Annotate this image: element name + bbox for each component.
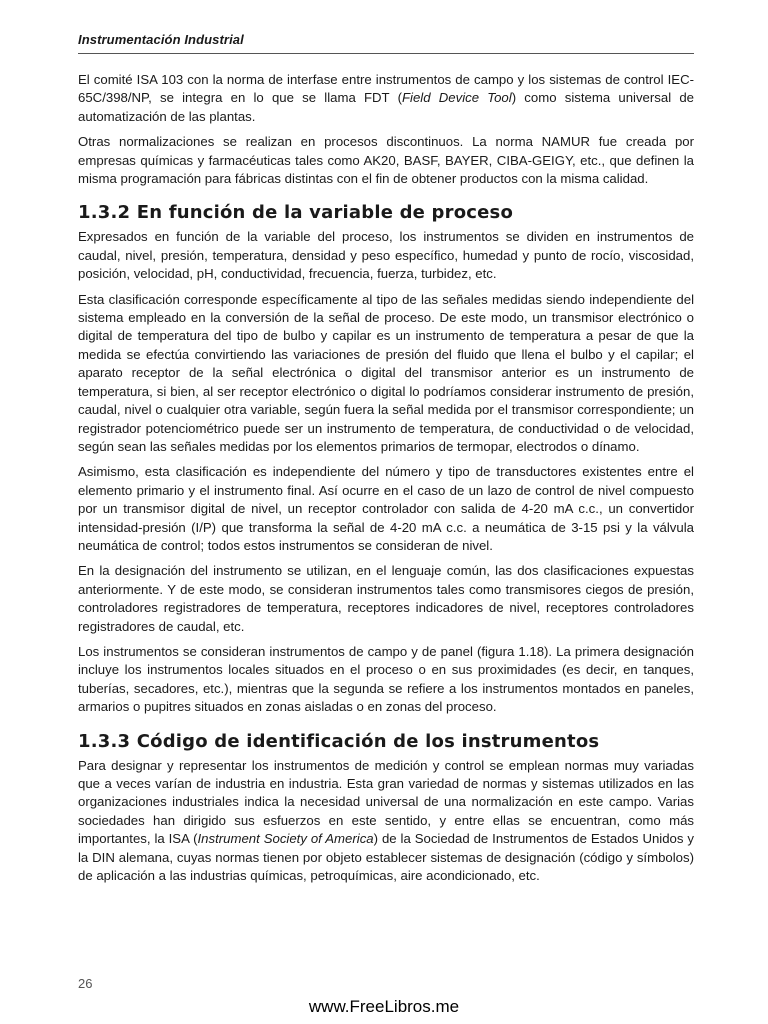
section-1-3-3-body [78,757,694,886]
paragraph: Esta clasificación corresponde específicamente al tipo de las señales medidas siendo independiente del sistema empleado en la conversión de la señal de proceso. De este modo, un transmisor electrónico o digital de temperatura del tipo de bulbo y capilar es un instrumento de temperatura a pesar de que la medida se efectúa convirtiendo las variaciones de presión del fluido que llena el bulbo y el capilar; el aparato receptor de la señal electrónica o digital del transmisor anterior es un instrumento de temperatura, si bien, al ser receptor electrónico o digital lo podríamos considerar instrumento de presión, caudal, nivel o cualquier otra variable, según fuera la señal medida por el transmisor correspondiente; un registrador potenciométrico puede ser un instrumento de temperatura, de conductividad o de velocidad, según sean las señales medidas por los elementos primarios de termopar, electrodos o dínamo. [78,291,694,454]
paragraph: El comité ISA 103 con la norma de interfase entre instrumentos de campo y los sistemas de control IEC-65C/398/NP, se integra en lo que se llama FDT (Field Device Tool) como sistema universal de automatización de las plantas. [78,72,694,124]
italic-term: Field Device Tool [401,90,512,106]
paragraph: En la designación del instrumento se utilizan, en el lenguaje común, las dos clasificaciones expuestas anteriormente. Y de este modo, se consideran instrumentos tales como transmisores ciegos de presión, controladores registradores de temperatura, receptores indicadores de nivel, receptores controladores registradores de caudal, etc. [78,563,694,634]
italic-term: Instrument Society of America [197,831,374,847]
paragraph: Para designar y representar los instrumentos de medición y control se emplean normas muy variadas que a veces varían de industria en industria. Esta gran variedad de normas y sistemas utilizados en las organizaciones industriales indica la necesidad universal de una normalización en este campo. Varias sociedades han dirigido sus esfuerzos en este sentido, y entre ellas se encuentran, como más importantes, la ISA (Instrument Society of America) de la Sociedad de Instrumentos de Estados Unidos y la DIN alemana, cuyas normas tienen por objeto establecer sistemas de designación (código y símbolos) de aplicación a las industrias químicas, petroquímicas, aire acondicionado, etc. [78,757,694,884]
section-heading-1-3-2: 1.3.2 En función de la variable de proceso [78,202,514,224]
page-body [78,71,694,892]
section-heading-1-3-3: 1.3.3 Código de identificación de los instrumentos [78,730,600,752]
intro-paragraphs [78,71,694,188]
book-title: Instrumentación Industrial [78,32,244,47]
paragraph: Otras normalizaciones se realizan en procesos discontinuos. La norma NAMUR fue creada por empresas químicas y farmacéuticas tales como AK20, BASF, BAYER, CIBA-GEIGY, etc., que definen la misma programación para fábricas distintas con el fin de obtener productos con la misma calidad. [78,134,694,187]
running-header [78,31,694,54]
paragraph: Los instrumentos se consideran instrumentos de campo y de panel (figura 1.18). La primera designación incluye los instrumentos locales situados en el proceso o en sus proximidades (es decir, en tanques, tuberías, secadores, etc.), mientras que la segunda se refiere a los instrumentos montados en paneles, armarios o pupitres situados en zonas aisladas o en zonas del proceso. [78,643,694,715]
paragraph: Asimismo, esta clasificación es independiente del número y tipo de transductores existentes entre el elemento primario y el instrumento final. Así ocurre en el caso de un lazo de control de nivel compuesto por un transmisor digital de nivel, un receptor controlador con salida de 4-20 mA c.c., un convertidor intensidad-presión (I/P) que transforma la señal de 4-20 mA c.c. a neumática de 3-15 psi y la válvula neumática de control; todos estos instrumentos se consideran de nivel. [78,464,694,553]
watermark-url: www.FreeLibros.me [308,997,460,1016]
paragraph: Expresados en función de la variable del proceso, los instrumentos se dividen en instrumentos de caudal, nivel, presión, temperatura, densidad y peso específico, humedad y punto de rocío, viscosidad, posición, velocidad, pH, conductividad, frecuencia, fuerza, turbidez, etc. [78,229,694,282]
page-number: 26 [78,976,93,991]
section-1-3-2-body [78,228,694,716]
